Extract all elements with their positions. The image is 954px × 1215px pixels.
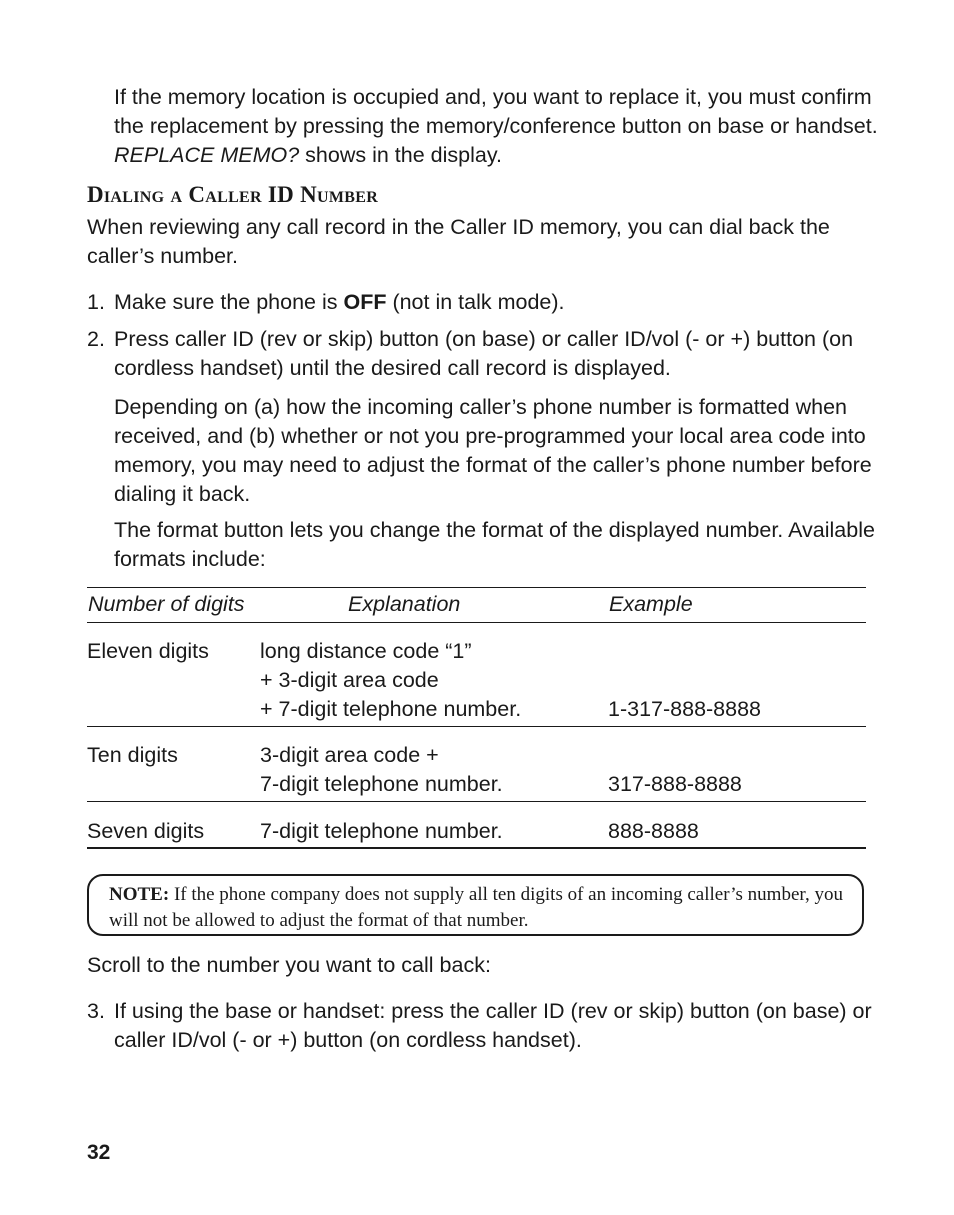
table-cell-explanation: 3-digit area code + [260, 743, 439, 767]
page-number: 32 [87, 1141, 111, 1164]
table-header-digits: Number of digits [88, 592, 245, 616]
step-text [114, 288, 874, 317]
intro-paragraph [114, 83, 884, 170]
step-text-part: (not in talk mode). [386, 290, 565, 314]
section-heading: Dialing a Caller ID Number [87, 182, 379, 207]
table-cell-example: 317-888-8888 [608, 772, 742, 796]
step-number: 3. [87, 999, 105, 1023]
format-note-paragraph: Depending on (a) how the incoming caller’s phone number is formatted when received, and (b) whether or not you pre-programmed your local area code into memory, you may need to adjust the format of the caller’s phone number before dialing it back. [114, 395, 872, 506]
note-label: NOTE: [109, 884, 170, 905]
step-text: Press caller ID (rev or skip) button (on base) or caller ID/vol (- or +) button (on cordless handset) until the desired call record is displayed. [114, 327, 854, 380]
table-top-rule [87, 587, 866, 588]
table-cell-explanation: 7-digit telephone number. [260, 772, 503, 796]
note-body: If the phone company does not supply all ten digits of an incoming caller’s number, you will not be allowed to adjust the format of that number. [109, 884, 843, 931]
table-cell-digits: Eleven digits [87, 639, 209, 663]
table-cell-explanation: + 7-digit telephone number. [260, 697, 522, 721]
intro-text: If the memory location is occupied and, you want to replace it, you must confirm the replacement by pressing the memory/conference button on base or handset. [114, 85, 878, 138]
intro-text-end: shows in the display. [299, 143, 502, 167]
table-cell-digits: Ten digits [87, 743, 178, 767]
display-message: REPLACE MEMO? [114, 143, 300, 167]
table-cell-digits: Seven digits [87, 819, 205, 843]
note-text [109, 882, 849, 934]
step-text-part: Make sure the phone is [114, 290, 344, 314]
format-button-paragraph: The format button lets you change the format of the displayed number. Available formats include: [114, 518, 875, 571]
off-keyword: OFF [343, 290, 387, 314]
table-cell-example: 888-8888 [608, 819, 699, 843]
step-number: 1. [87, 290, 105, 314]
table-header-rule [87, 622, 866, 623]
table-row-rule [87, 726, 866, 727]
step-number: 2. [87, 327, 105, 351]
table-header-example: Example [609, 592, 693, 616]
section-lead: When reviewing any call record in the Caller ID memory, you can dial back the caller’s number. [87, 215, 830, 268]
table-header-explanation: Explanation [348, 592, 461, 616]
step-text: If using the base or handset: press the caller ID (rev or skip) button (on base) or caller ID/vol (- or +) button (on cordless handset). [114, 999, 872, 1052]
table-row-rule [87, 801, 866, 802]
scroll-instruction: Scroll to the number you want to call back: [87, 953, 491, 977]
table-cell-explanation: + 3-digit area code [260, 668, 439, 692]
table-bottom-rule [87, 847, 866, 849]
table-cell-example: 1-317-888-8888 [608, 697, 762, 721]
note-box [87, 874, 864, 936]
table-cell-explanation: 7-digit telephone number. [260, 819, 503, 843]
table-cell-explanation: long distance code “1” [260, 639, 472, 663]
